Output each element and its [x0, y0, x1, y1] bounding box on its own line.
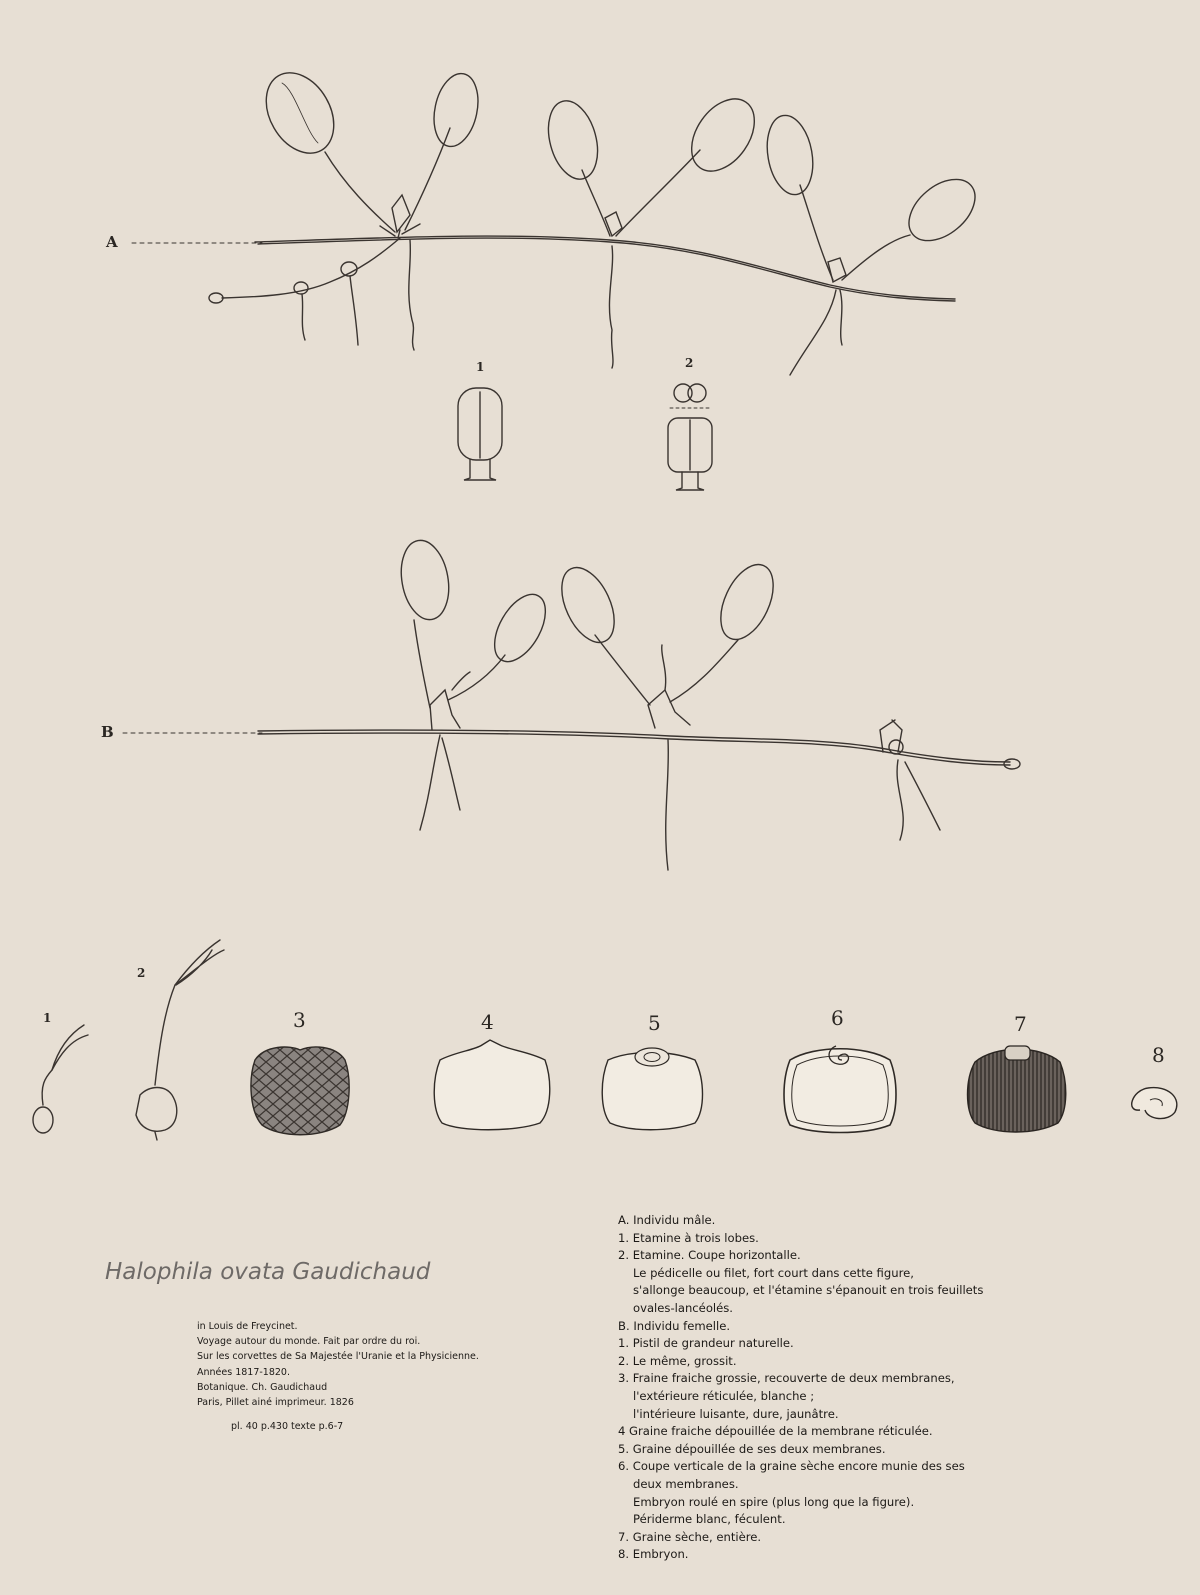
- male-plant-figure: [132, 61, 987, 375]
- citation-line: in Louis de Freycinet.: [197, 1321, 298, 1332]
- citation-line: Botanique. Ch. Gaudichaud: [197, 1381, 328, 1393]
- seed-figure-3: [251, 1047, 349, 1135]
- seed-label-2: 2: [137, 966, 146, 980]
- seed-figures: [33, 940, 224, 1140]
- stamen-label-1: 1: [476, 360, 485, 374]
- figure-label-a: A: [106, 233, 118, 251]
- plate-title: Halophila ovata Gaudichaud: [105, 1259, 431, 1285]
- citation-block: [197, 1319, 479, 1434]
- legend-line: B. Individu femelle.: [618, 1318, 731, 1333]
- legend-line: 2. Le même, grossit.: [618, 1353, 737, 1368]
- legend-line: 2. Etamine. Coupe horizontalle.: [618, 1248, 801, 1263]
- legend-line: 1. Etamine à trois lobes.: [618, 1230, 759, 1245]
- legend-line: s'allonge beaucoup, et l'étamine s'épanouit en trois feuillets: [633, 1283, 984, 1298]
- legend-line: A. Individu mâle.: [618, 1213, 716, 1227]
- female-plant-figure: [123, 537, 1020, 870]
- legend-line: l'extérieure réticulée, blanche ;: [633, 1388, 815, 1403]
- legend-line: 7. Graine sèche, entière.: [618, 1529, 762, 1544]
- plate-legend: [618, 1212, 983, 1564]
- stamen-label-2: 2: [685, 356, 694, 370]
- legend-line: 8. Embryon.: [618, 1547, 689, 1562]
- citation-line: Années 1817-1820.: [197, 1366, 291, 1378]
- seed-label-4: 4: [481, 1010, 494, 1034]
- citation-line: Voyage autour du monde. Fait par ordre du roi.: [197, 1336, 421, 1348]
- seed-label-6: 6: [831, 1006, 844, 1030]
- seed-label-7: 7: [1014, 1012, 1027, 1036]
- seed-label-8: 8: [1152, 1043, 1165, 1067]
- citation-line: Sur les corvettes de Sa Majestée l'Uranie et la Physicienne.: [197, 1351, 479, 1363]
- legend-line: l'intérieure luisante, dure, jaunâtre.: [633, 1406, 839, 1421]
- seed-figure-5: [602, 1048, 702, 1130]
- legend-line: 5. Graine dépouillée de ses deux membranes.: [618, 1441, 886, 1456]
- legend-line: Embryon roulé en spire (plus long que la figure).: [633, 1494, 915, 1509]
- legend-line: 6. Coupe verticale de la graine sèche encore munie des ses: [618, 1459, 965, 1474]
- citation-reference: pl. 40 p.430 texte p.6-7: [231, 1421, 344, 1433]
- legend-line: Le pédicelle ou filet, fort court dans cette figure,: [633, 1265, 914, 1280]
- seed-figure-6: [784, 1046, 896, 1133]
- seed-label-1: 1: [43, 1011, 52, 1025]
- legend-line: 1. Pistil de grandeur naturelle.: [618, 1336, 794, 1351]
- legend-line: ovales-lancéolés.: [633, 1300, 733, 1315]
- citation-line: Paris, Pillet ainé imprimeur. 1826: [197, 1397, 354, 1409]
- seed-label-5: 5: [648, 1011, 661, 1035]
- seed-figure-7: [968, 1046, 1066, 1132]
- seed-figure-4: [434, 1040, 550, 1130]
- seed-label-3: 3: [293, 1008, 306, 1032]
- legend-line: 4 Graine fraiche dépouillée de la membrane réticulée.: [618, 1424, 933, 1439]
- figure-label-b: B: [101, 723, 114, 741]
- legend-line: 3. Fraine fraiche grossie, recouverte de deux membranes,: [618, 1371, 955, 1386]
- seed-figure-8: [1132, 1088, 1177, 1119]
- stamen-figures: [458, 384, 712, 490]
- legend-line: deux membranes.: [633, 1476, 739, 1491]
- legend-line: Périderme blanc, féculent.: [633, 1512, 786, 1527]
